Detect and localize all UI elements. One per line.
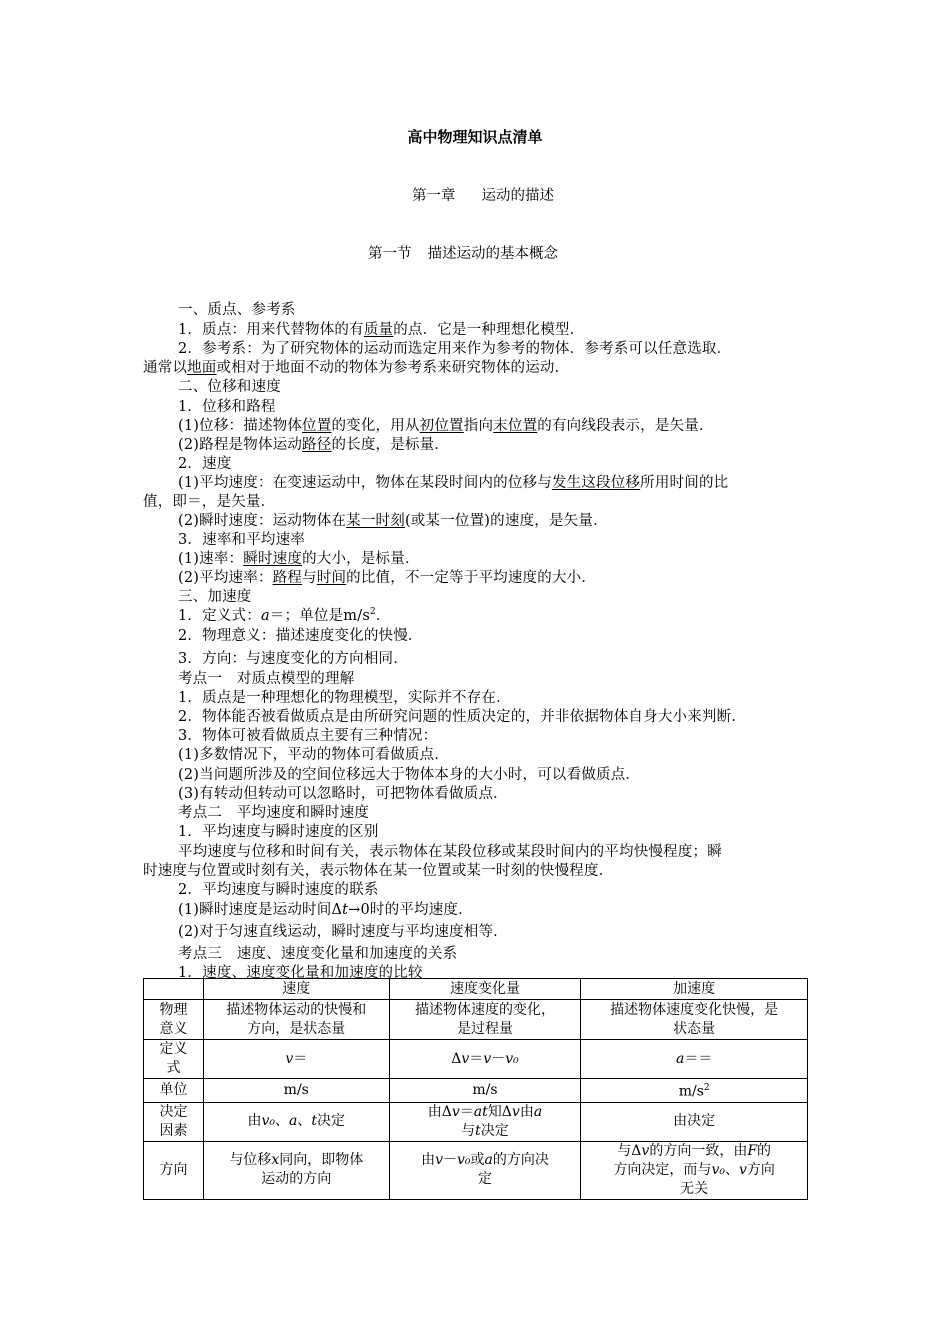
line-reference-frame: 2．参考系：为了研究物体的运动而选定用来作为参考的物体．参考系可以任意选取． (178, 341, 732, 357)
section-number: 第一节 (368, 246, 412, 262)
keypoint-3-line-1: 1．速度、速度变化量和加速度的比较 (178, 965, 423, 981)
table-cell: a＝＝ (581, 1040, 808, 1079)
line-instant-velocity: (2)瞬时速度：运动物体在某一时刻(或某一位置)的速度，是矢量． (178, 513, 608, 529)
table-cell: 与位移x同向，即物体 运动的方向 (203, 1141, 389, 1199)
chapter-number: 第一章 (412, 188, 456, 204)
line-displacement: (1)位移：描述物体位置的变化，用从初位置指向末位置的有向线段表示，是矢量． (178, 418, 714, 434)
table-row (144, 1141, 808, 1199)
subheading-speed: 3．速率和平均速率 (178, 532, 306, 548)
keypoint-1-line-3: 3．物体可被看做质点主要有三种情况： (178, 728, 438, 744)
keypoint-1-line-1: 1．质点是一种理想化的物理模型，实际并不存在． (178, 690, 511, 706)
chapter-heading (412, 184, 554, 205)
subheading-velocity: 2．速度 (178, 456, 232, 472)
table-header-cell: 加速度 (581, 979, 808, 1000)
table-cell: m/s (203, 1079, 389, 1103)
line-acceleration-def: 1．定义式：a＝；单位是$m/s^2$． (178, 607, 391, 624)
table-cell: v＝ (203, 1040, 389, 1079)
keypoint-2-line-3: 时速度与位置或时刻有关，表示物体在某一位置或某一时刻的快慢程度． (143, 863, 614, 879)
keypoint-1-heading: 考点一 对质点模型的理解 (178, 671, 355, 687)
keypoint-1-line-5: (2)当问题所涉及的空间位移远大于物体本身的大小时，可以看做质点． (178, 767, 641, 783)
table-row (144, 1102, 808, 1141)
line-mass-point: 1．质点：用来代替物体的有质量的点．它是一种理想化模型． (178, 322, 585, 338)
document-title: 高中物理知识点清单 (407, 128, 543, 146)
section-name: 描述运动的基本概念 (427, 246, 558, 262)
table-cell: 由决定 (581, 1102, 808, 1141)
table-cell: 由Δv＝at知Δv由a 与t决定 (389, 1102, 581, 1141)
line-reference-frame-cont: 通常以地面或相对于地面不动的物体为参考系来研究物体的运动． (143, 360, 570, 376)
heading-3: 三、加速度 (178, 589, 252, 605)
keypoint-2-line-2: 平均速度与位移和时间有关，表示物体在某段位移或某段时间内的平均快慢程度；瞬 (178, 844, 722, 860)
table-row (144, 1000, 808, 1040)
row-label: 定义 式 (144, 1040, 204, 1079)
table-header-row (144, 979, 808, 1000)
chapter-name: 运动的描述 (481, 188, 554, 204)
keypoint-1-line-6: (3)有转动但转动可以忽略时，可把物体看做质点． (178, 786, 508, 802)
table-cell: m/s (389, 1079, 581, 1103)
line-average-velocity-cont: 值，即＝，是矢量． (143, 494, 276, 510)
line-average-velocity: (1)平均速度：在变速运动中，物体在某段时间内的位移与发生这段位移所用时间的比 (178, 475, 729, 491)
keypoint-2-line-5: (1)瞬时速度是运动时间Δt→0时的平均速度． (178, 902, 473, 918)
table-row (144, 1079, 808, 1103)
table-header-cell (144, 979, 204, 1000)
line-speed: (1)速率：瞬时速度的大小，是标量． (178, 551, 420, 567)
table-cell: $m/s^2$ (581, 1079, 808, 1103)
heading-1: 一、质点、参考系 (178, 302, 296, 318)
table-header-cell: 速度变化量 (389, 979, 581, 1000)
row-label: 物理 意义 (144, 1000, 204, 1040)
row-label: 单位 (144, 1079, 204, 1103)
table-cell: 由v－v₀或a的方向决 定 (389, 1141, 581, 1199)
table-cell: 描述物体速度的变化， 是过程量 (389, 1000, 581, 1040)
table-cell: 与Δv的方向一致，由F的 方向决定，而与v₀、v方向 无关 (581, 1141, 808, 1199)
table-row (144, 1040, 808, 1079)
table-cell: 由v₀、a、t决定 (203, 1102, 389, 1141)
keypoint-2-heading: 考点二 平均速度和瞬时速度 (178, 805, 370, 821)
table-cell: 描述物体运动的快慢和 方向，是状态量 (203, 1000, 389, 1040)
subheading-displacement: 1．位移和路程 (178, 399, 276, 415)
keypoint-1-line-2: 2．物体能否被看做质点是由所研究问题的性质决定的，并非依据物体自身大小来判断． (178, 709, 747, 725)
line-acceleration-direction: 3．方向：与速度变化的方向相同． (178, 651, 408, 667)
keypoint-2-line-4: 2．平均速度与瞬时速度的联系 (178, 882, 379, 898)
keypoint-2-line-6: (2)对于匀速直线运动，瞬时速度与平均速度相等． (178, 924, 508, 940)
row-label: 方向 (144, 1141, 204, 1199)
keypoint-1-line-4: (1)多数情况下，平动的物体可看做质点． (178, 747, 450, 763)
heading-2: 二、位移和速度 (178, 379, 281, 395)
keypoint-2-line-1: 1．平均速度与瞬时速度的区别 (178, 824, 379, 840)
line-acceleration-meaning: 2．物理意义：描述速度变化的快慢． (178, 628, 423, 644)
table-cell: Δv＝v－v₀ (389, 1040, 581, 1079)
comparison-table (143, 978, 808, 1200)
table-cell: 描述物体速度变化快慢，是 状态量 (581, 1000, 808, 1040)
section-heading (368, 242, 558, 263)
table-header-cell: 速度 (203, 979, 389, 1000)
line-path-length: (2)路程是物体运动路径的长度，是标量． (178, 437, 450, 453)
row-label: 决定 因素 (144, 1102, 204, 1141)
keypoint-3-heading: 考点三 速度、速度变化量和加速度的关系 (178, 946, 458, 962)
line-average-speed: (2)平均速率：路程与时间的比值，不一定等于平均速度的大小． (178, 570, 597, 586)
